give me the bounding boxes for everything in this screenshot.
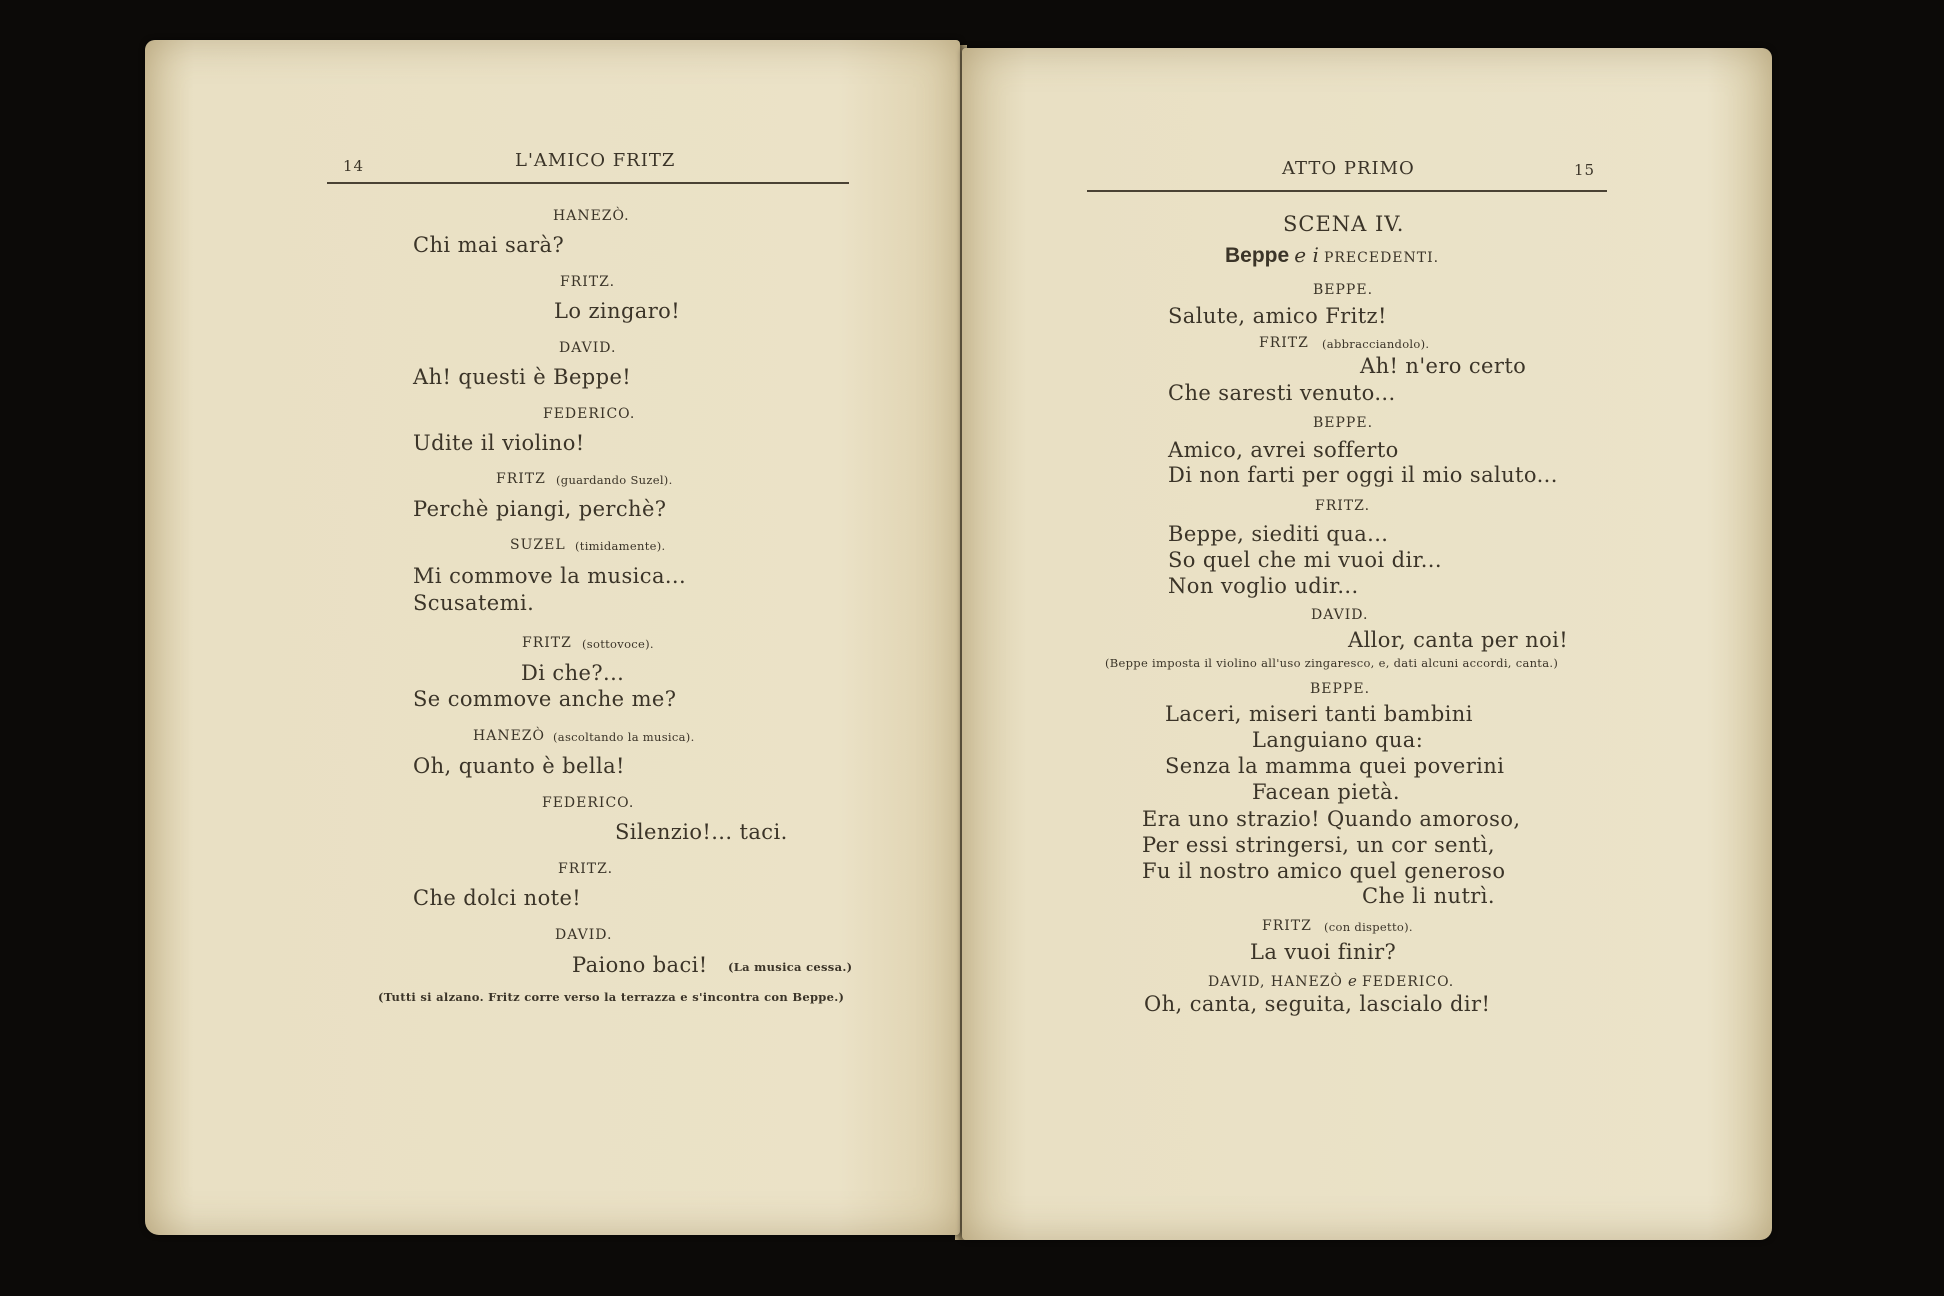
verse-line: Mi commove la musica... [413,564,687,588]
speaker-label: SUZEL [510,537,566,553]
stage-direction: (Tutti si alzano. Fritz corre verso la terrazza e s'incontra con Beppe.) [378,990,845,1004]
stage-direction: (ascoltando la musica). [553,730,695,744]
speaker-label: DAVID. [555,927,613,943]
scene-cast-name: Beppe [1225,244,1290,267]
page-number: 15 [1574,161,1596,179]
verse-line: Salute, amico Fritz! [1168,304,1387,328]
verse-line: Facean pietà. [1252,780,1400,804]
speaker-label: FRITZ [1259,335,1309,351]
scene-cast [1225,243,1439,268]
speaker-label: FEDERICO. [543,406,636,422]
speaker-label: FRITZ. [1315,498,1371,514]
speaker-label: FRITZ. [560,274,616,290]
running-title: ATTO PRIMO [1282,158,1415,179]
verse-line: Era uno strazio! Quando amoroso, [1142,807,1521,831]
speaker-label: HANEZÒ. [553,208,630,224]
verse-line: Oh, quanto è bella! [413,754,625,778]
stage-direction: (sottovoce). [582,637,654,651]
stage-direction: (Beppe imposta il violino all'uso zingaresco, e, dati alcuni accordi, canta.) [1105,656,1559,670]
verse-line: Che li nutrì. [1362,884,1495,908]
speaker-conj: e [1348,972,1357,990]
verse-line: Perchè piangi, perchè? [413,497,667,521]
scene-title: SCENA IV. [1283,212,1405,236]
running-title: L'AMICO FRITZ [515,150,676,171]
verse-line: Laceri, miseri tanti bambini [1165,702,1473,726]
verse-line: Lo zingaro! [554,299,681,323]
verse-line: Senza la mamma quei poverini [1165,754,1505,778]
verse-line: Non voglio udir... [1168,574,1359,598]
scene-cast-conj: e i [1294,243,1319,267]
speaker-label: FEDERICO. [542,795,635,811]
verse-line: Amico, avrei sofferto [1168,438,1399,462]
speaker-label: FRITZ [496,471,546,487]
verse-line: Fu il nostro amico quel generoso [1142,859,1506,883]
speaker-label: DAVID. [559,340,617,356]
verse-line: Paiono baci! [572,953,708,977]
speaker-label: BEPPE. [1310,681,1371,697]
stage-direction: (guardando Suzel). [556,473,673,487]
verse-line: Beppe, siediti qua... [1168,522,1389,546]
page-number: 14 [343,157,365,175]
stage-direction: (La musica cessa.) [728,960,853,974]
header-rule [327,182,849,184]
speaker-label: FRITZ [522,635,572,651]
speaker-label: DAVID. [1311,607,1369,623]
verse-line: Silenzio!... taci. [615,820,788,844]
stage-direction: (abbracciandolo). [1322,337,1430,351]
speaker-label: HANEZÒ [473,728,545,744]
verse-line: Scusatemi. [413,591,535,615]
verse-line: Udite il violino! [413,431,585,455]
verse-line: Se commove anche me? [413,687,677,711]
verse-line: Per essi stringersi, un cor sentì, [1142,833,1495,857]
verse-line: Oh, canta, seguita, lascialo dir! [1144,992,1491,1016]
stage-direction: (con dispetto). [1324,920,1413,934]
header-rule [1087,190,1607,192]
verse-line: Languiano qua: [1252,728,1424,752]
speaker-label: FRITZ [1262,918,1312,934]
verse-line: Di che?... [521,661,625,685]
verse-line: Ah! questi è Beppe! [413,365,632,389]
stage-direction: (timidamente). [575,539,666,553]
left-page [145,40,960,1235]
verse-line: So quel che mi vuoi dir... [1168,548,1442,572]
verse-line: Chi mai sarà? [413,233,565,257]
scene-cast-rest: PRECEDENTI. [1323,250,1440,266]
speaker-label: BEPPE. [1313,282,1374,298]
verse-line: Che dolci note! [413,886,582,910]
verse-line: Di non farti per oggi il mio saluto... [1168,463,1558,487]
verse-line: Che saresti venuto... [1168,381,1396,405]
speaker-label: BEPPE. [1313,415,1374,431]
speaker-label: DAVID, HANEZÒ [1208,974,1343,990]
speaker-label: FRITZ. [558,861,614,877]
right-page [962,48,1772,1240]
verse-line: Allor, canta per noi! [1348,628,1569,652]
speaker-label: FEDERICO. [1361,974,1455,990]
verse-line: La vuoi finir? [1250,940,1397,964]
speaker-group [1208,971,1454,990]
verse-line: Ah! n'ero certo [1360,354,1527,378]
